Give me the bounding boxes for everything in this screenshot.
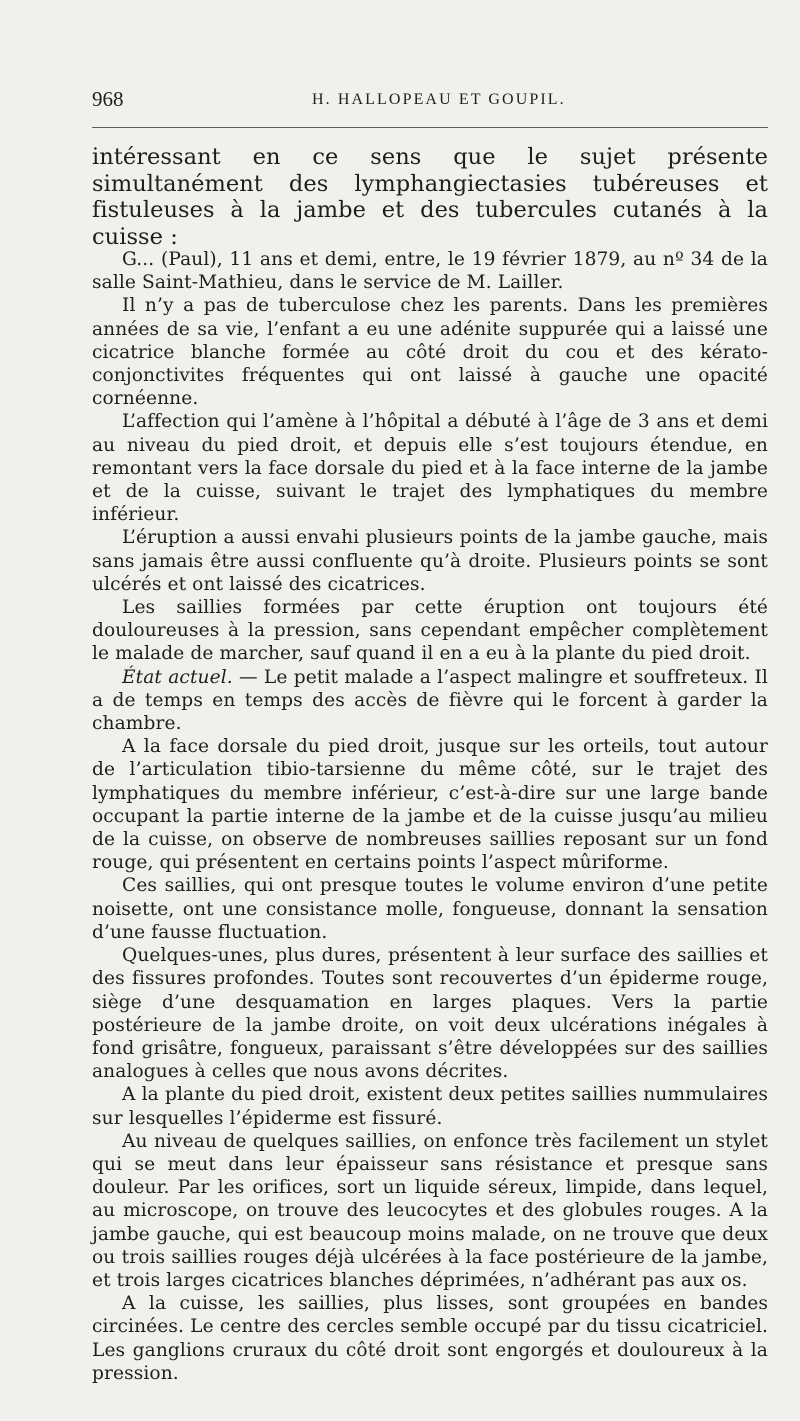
paragraph <box>92 526 768 596</box>
paragraph-text: Ces saillies, qui ont presque toutes le volume environ d’une petite noisette, ont une consistance molle, fongueuse, donnant la sensation d’une fausse fluctuation. <box>92 875 768 943</box>
paragraph <box>92 874 768 944</box>
paragraph-text: G... (Paul), 11 ans et demi, entre, le 19 février 1879, au nº 34 de la salle Saint-Mathieu, dans le service de M. Lailler. <box>92 249 768 294</box>
paragraph-text: — Le petit malade a l’aspect malingre et souffreteux. Il a de temps en temps des accès de fièvre qui le forcent à garder la chambre. <box>92 666 768 735</box>
paragraph-text: L’affection qui l’amène à l’hôpital a débuté à l’âge de 3 ans et demi au niveau du pied droit, et depuis elle s’est toujours étendue, en remontant vers la face dorsale du pied et à la face interne de la jambe et de la cuisse, suivant le trajet des lymphatiques du membre inférieur. <box>92 411 768 526</box>
paragraph-text: A la cuisse, les saillies, plus lisses, sont groupées en bandes circinées. Le centre des cercles semble occupé par du tissu cicatriciel. Les ganglions cruraux du côté droit sont engorgés et douloureux à la pression. <box>92 1293 768 1384</box>
intro-text: intéressant en ce sens que le sujet présente simultanément des lymphangiectasies tubéreuses et fistuleuses à la jambe et des tubercules cutanés à la cuisse : <box>92 144 768 251</box>
intro-paragraph <box>92 144 768 251</box>
running-head: H. HALLOPEAU ET GOUPIL. <box>312 91 566 108</box>
page-number: 968 <box>92 87 124 111</box>
paragraph-text: Les saillies formées par cette éruption ont toujours été douloureuses à la pression, sans cependant empêcher complètement le malade de marcher, sauf quand il en a eu à la plante du pied droit. <box>92 597 768 665</box>
paragraph-text: A la plante du pied droit, existent deux petites saillies nummulaires sur lesquelles l’épiderme est fissuré. <box>92 1084 768 1129</box>
paragraph <box>92 735 768 874</box>
paragraph <box>92 1130 768 1292</box>
paragraph <box>92 666 768 736</box>
paragraph <box>92 596 768 666</box>
page-header <box>92 84 768 114</box>
paragraph <box>92 294 768 410</box>
header-rule <box>92 127 768 128</box>
case-report-body <box>92 248 768 1385</box>
paragraph <box>92 248 768 294</box>
paragraph <box>92 1083 768 1129</box>
paragraph-text: A la face dorsale du pied droit, jusque sur les orteils, tout autour de l’articulation tibio-tarsienne du même côté, sur le trajet des lymphatiques du membre inférieur, c’est-à-dire sur une large bande occupant la partie interne de la jambe et de la cuisse jusqu’au milieu de la cuisse, on observe de nombreuses saillies reposant sur un fond rouge, qui présentent en certains points l’aspect mûriforme. <box>92 736 768 874</box>
paragraph-text: Au niveau de quelques saillies, on enfonce très facilement un stylet qui se meut dans leur épaisseur sans résistance et presque sans douleur. Par les orifices, sort un liquide séreux, limpide, dans lequel, au microscope, on trouve des leucocytes et des globules rouges. A la jambe gauche, qui est beaucoup moins malade, on ne trouve que deux ou trois saillies rouges déjà ulcérées à la face postérieure de la jambe, et trois larges cicatrices blanches déprimées, n’adhérant pas aux os. <box>92 1130 768 1291</box>
paragraph <box>92 410 768 526</box>
section-lead: État actuel. <box>122 666 233 688</box>
paragraph <box>92 1292 768 1385</box>
paragraph-text: Il n’y a pas de tuberculose chez les parents. Dans les premières années de sa vie, l’enfant a eu une adénite suppurée qui a laissé une cicatrice blanche formée au côté droit du cou et des kérato-conjonctivites fréquentes qui ont laissé à gauche une opacité cornéenne. <box>92 295 768 410</box>
paragraph-text: L’éruption a aussi envahi plusieurs points de la jambe gauche, mais sans jamais être aussi confluente qu’à droite. Plusieurs points se sont ulcérés et ont laissé des cicatrices. <box>92 527 768 595</box>
paragraph-text: Quelques-unes, plus dures, présentent à leur surface des saillies et des fissures profondes. Toutes sont recouvertes d’un épiderme rouge, siège d’une desquamation en larges plaques. Vers la partie postérieure de la jambe droite, on voit deux ulcérations inégales à fond grisâtre, fongueux, paraissant s’être développées sur des saillies analogues à celles que nous avons décrites. <box>92 945 768 1083</box>
paragraph <box>92 944 768 1083</box>
